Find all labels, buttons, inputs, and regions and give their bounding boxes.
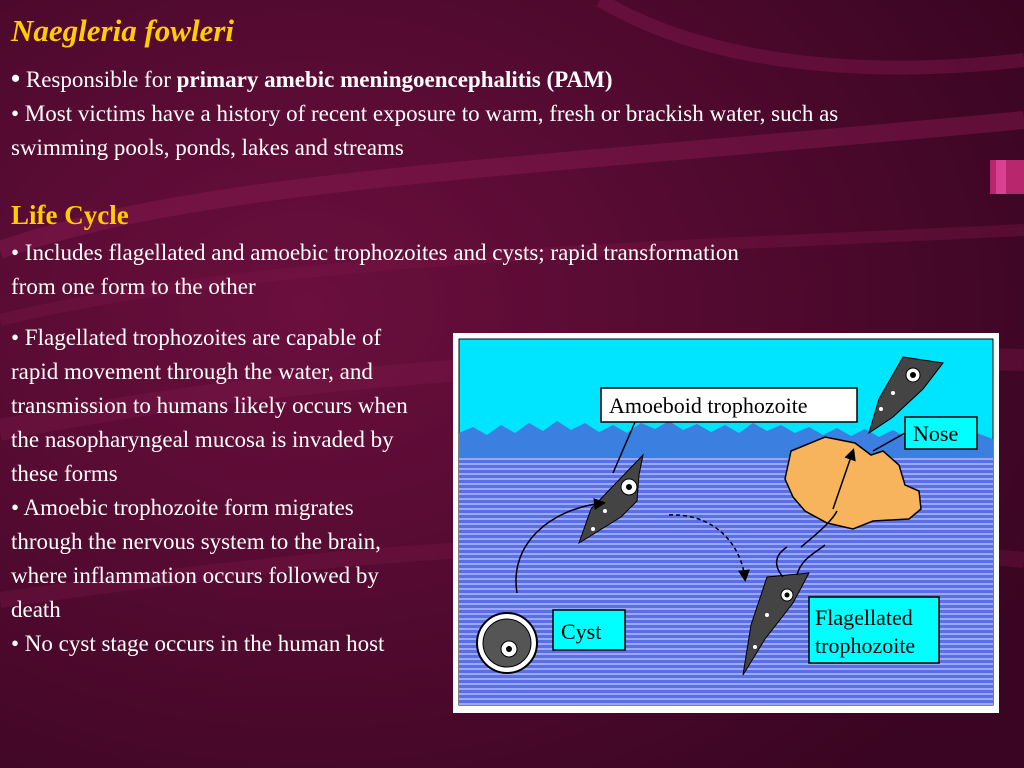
bullet-dot: • — [11, 64, 21, 93]
intro-bullets — [11, 62, 911, 165]
flagellated-label-line1: Flagellated — [815, 605, 913, 630]
intro-bullet-1-prefix: Responsible for — [25, 67, 171, 92]
left-bullets — [11, 321, 431, 661]
life-cycle-bullet: • Includes flagellated and amoebic trophozoites and cysts; rapid transformation from one form to the other — [11, 240, 739, 299]
nose-label: Nose — [913, 421, 959, 446]
slide-title: Naegleria fowleri — [11, 13, 234, 48]
intro-bullet-1-bold: primary amebic meningoencephalitis (PAM) — [176, 67, 613, 92]
intro-bullet-1 — [11, 62, 911, 97]
intro-bullet-2: • Most victims have a history of recent exposure to warm, fresh or brackish water, such as swimming pools, ponds, lakes and streams — [11, 101, 839, 160]
diagram-svg — [453, 333, 999, 713]
left-bullet-no-cyst: • No cyst stage occurs in the human host — [11, 631, 385, 656]
life-cycle-heading: Life Cycle — [11, 200, 129, 230]
left-bullet-amoebic: • Amoebic trophozoite form migrates through the nervous system to the brain, where inflammation occurs followed by death — [11, 495, 381, 622]
cyst-label: Cyst — [561, 619, 602, 644]
life-cycle-diagram — [453, 333, 999, 713]
left-bullet-flagellated: • Flagellated trophozoites are capable of rapid movement through the water, and transmission to humans likely occurs when the nasopharyngeal mucosa is invaded by these forms — [11, 325, 408, 486]
amoeboid-label: Amoeboid trophozoite — [609, 393, 808, 418]
life-cycle-bullets — [11, 236, 771, 304]
flagellated-label-line2: trophozoite — [815, 633, 916, 658]
